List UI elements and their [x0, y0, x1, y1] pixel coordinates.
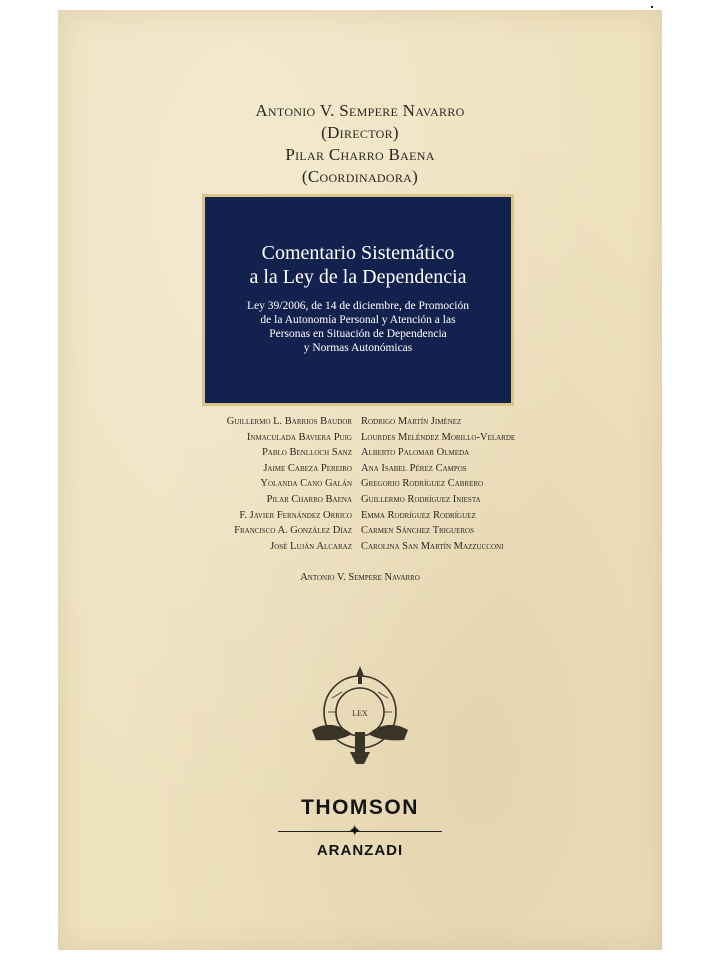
contributor: F. Javier Fernández Orrico [239, 509, 352, 521]
contributor: Jaime Cabeza Pereiro [263, 462, 352, 474]
contributor: Emma Rodríguez Rodríguez [361, 509, 476, 521]
contributor: Pablo Benlloch Sanz [261, 447, 352, 459]
contributor: Carmen Sánchez Trigueros [361, 525, 474, 537]
editors-block [58, 100, 662, 188]
contributor: Yolanda Cano Galán [260, 478, 352, 490]
coordinator-role: (Coordinadora) [301, 167, 419, 186]
library-seal-emblem [302, 660, 418, 776]
publisher-logo [58, 796, 662, 859]
publisher-bottom: ARANZADI [316, 842, 404, 859]
contributor: Lourdes Meléndez Morillo-Velarde [361, 431, 516, 443]
contributors-left-column [227, 414, 352, 554]
contributor: Ana Isabel Pérez Campos [361, 462, 467, 474]
title-panel [202, 194, 514, 406]
contributor: Pilar Charro Baena [266, 493, 352, 505]
director-role: (Director) [321, 123, 399, 142]
title-line-2: a la Ley de la Dependencia [249, 266, 467, 288]
star-icon: ✦ [348, 823, 362, 840]
corner-mark [651, 6, 653, 8]
coordinator-name: Pilar Charro Baena [285, 145, 435, 164]
contributor-last: Antonio V. Sempere Navarro [300, 572, 420, 583]
book-cover [58, 10, 662, 950]
subtitle-line-4: y Normas Autonómicas [303, 342, 413, 354]
emblem-inner-text: LEX [352, 709, 368, 718]
contributors-right-column [361, 414, 515, 554]
publisher-top: THOMSON [301, 796, 419, 819]
subtitle-line-1: Ley 39/2006, de 14 de diciembre, de Promoción [247, 300, 469, 312]
contributor: Inmaculada Baviera Puig [246, 431, 352, 443]
contributor: Guillermo Rodríguez Iniesta [361, 493, 481, 505]
contributor: Gregorio Rodríguez Cabrero [361, 478, 484, 490]
subtitle [205, 299, 511, 355]
director-name: Antonio V. Sempere Navarro [255, 101, 465, 120]
title-line-1: Comentario Sistemático [261, 242, 455, 264]
contributor: José Luján Alcaraz [270, 540, 352, 552]
contributor: Guillermo L. Barrios Baudor [226, 416, 352, 427]
subtitle-line-2: de la Autonomía Personal y Atención a las [260, 314, 456, 326]
contributor: Francisco A. González Díaz [234, 525, 352, 537]
contributor: Rodrigo Martín Jiménez [361, 416, 462, 427]
publisher-rule [58, 822, 662, 842]
subtitle-line-3: Personas en Situación de Dependencia [269, 328, 447, 340]
contributor: Carolina San Martín Mazzucconi [361, 540, 504, 552]
contributor: Alberto Palomar Olmeda [361, 447, 470, 459]
